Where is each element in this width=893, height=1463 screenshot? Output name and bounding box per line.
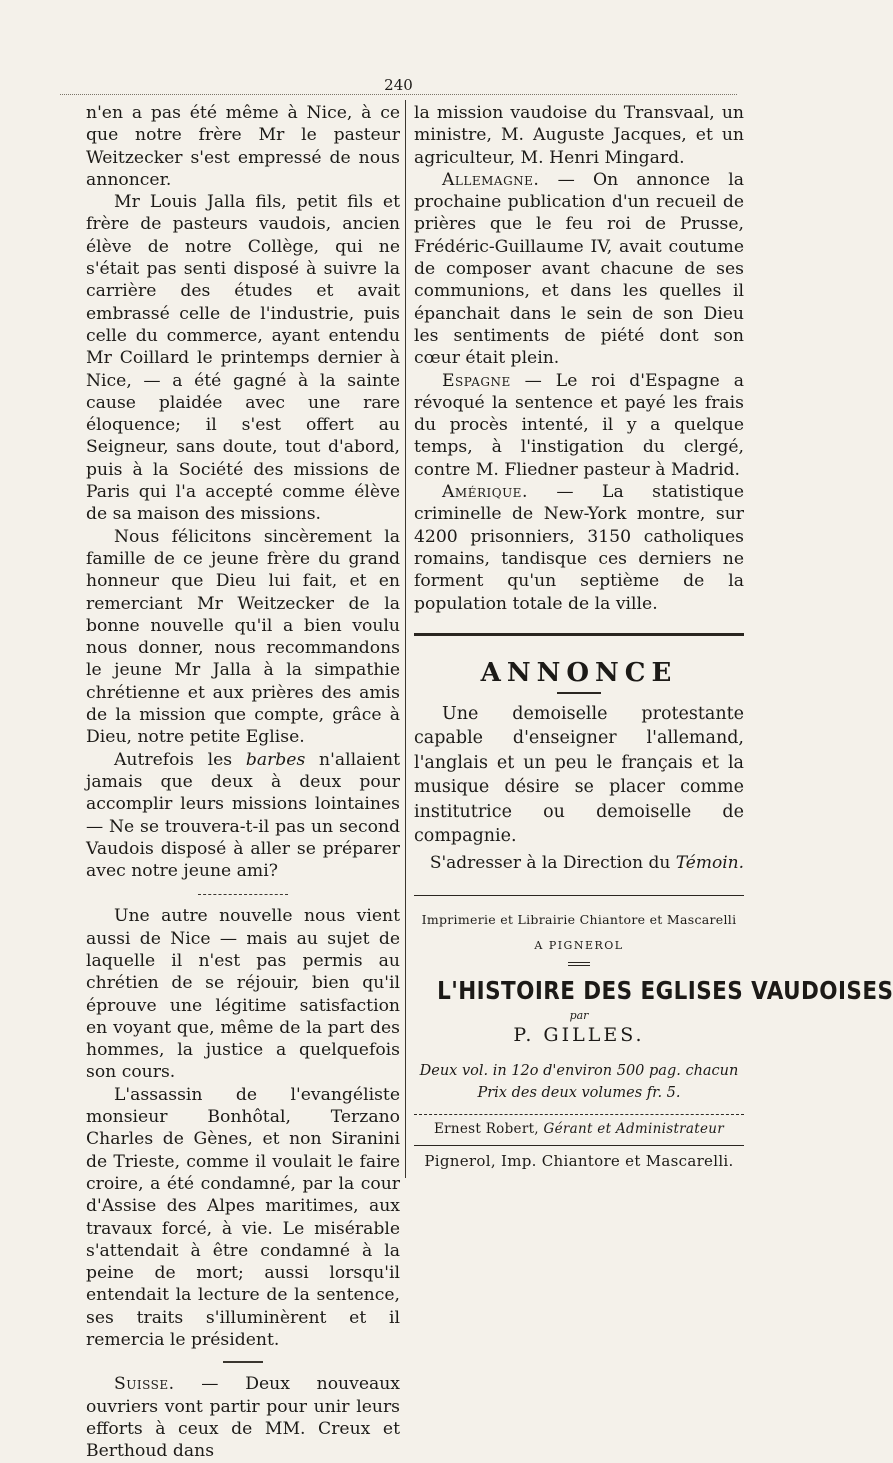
left-column [86,102,400,1463]
left-paragraph-6: L'assassin de l'evangéliste monsieur Bonhôtal, Terzano Charles de Gènes, et non Siranini de Trieste, comme il voulait le faire croire, a été condamné, par la cour d'Assise des Alpes maritimes, aux travaux forcé, à vie. Le misérable s'attendait à être condamné à la peine de mort; aussi lorsqu'il entendait la lecture de la sentence, ses traits s'illuminèrent et il remercia le président. [86,1084,400,1351]
footer-imprint: Pignerol, Imp. Chiantore et Mascarelli. [424,1151,734,1170]
barbes-text-before: Autrefois les [114,749,246,770]
amerique-label: Amérique. [442,482,528,503]
right-paragraph-espagne [414,370,744,481]
footer-manager [414,1121,744,1137]
left-paragraph-1: n'en a pas été même à Nice, à ce que notre frère Mr le pasteur Weitzecker s'est empressé de nous annoncer. [86,103,400,190]
annonce-contact [414,851,744,875]
left-paragraph-suisse [86,1373,400,1462]
annonce-contact-italic: Témoin. [675,852,744,873]
left-paragraph-5: Une autre nouvelle nous vient aussi de Nice — mais au sujet de laquelle il n'est pas permis au chrétien de se réjouir, bien qu'il éprouve une légitime satisfaction en voyant que, même de la part des hommes, la justice a quelquefois son cours. [86,906,400,1083]
advert-par: par [569,1008,589,1022]
right-column [414,102,893,1170]
allemagne-label: Allemagne. [442,169,540,190]
annonce-top-rule [414,633,744,636]
suisse-text: — Deux nouveaux ouvriers vont partir pour unir leurs efforts à ceux de MM. Creux et Berthoud dans [86,1374,400,1462]
left-paragraph-3: Nous félicitons sincèrement la famille de ce jeune frère du grand honneur que Dieu lui fait, et en remerciant Mr Weitzecker de la bonne nouvelle qu'il a bien voulu nous donner, nous recommandons le jeune Mr Jalla à la simpathie chrétienne et aux prières des amis de la mission que compte, grâce à Dieu, notre petite Eglise. [86,526,400,748]
advert-volumes: Deux vol. in 12o d'environ 500 pag. chacun [419,1062,739,1079]
suisse-label: Suisse. [114,1374,175,1395]
advert-price: Prix des deux volumes fr. 5. [477,1084,681,1101]
annonce-dash [557,692,601,694]
left-paragraph-2: Mr Louis Jalla fils, petit fils et frère de pasteurs vaudois, ancien élève de notre Collège, qui ne s'était pas senti disposé à suivre la carrière des études et avait embrassé celle de l'industrie, puis celle du commerce, ayant entendu Mr Coillard le printemps dernier à Nice, — a été gagné à la sainte cause plaidée avec une rare éloquence; il s'est offert au Seigneur, sans doute, tout d'abord, puis à la Société des missions de Paris qui l'a accepté comme élève de sa maison des missions. [86,192,400,525]
column-divider [405,100,406,1178]
advert-top-rule [414,895,744,896]
espagne-label: Espagne [442,370,511,391]
page-header [60,74,737,95]
annonce-body: Une demoiselle protestante capable d'enseigner l'allemand, l'anglais et un peu le français et la musique désire se placer comme institutrice ou demoiselle de compagnie. [414,703,744,847]
footer-rule-2 [414,1145,744,1146]
annonce-title: ANNONCE [480,657,678,688]
left-paragraph-4 [86,749,400,883]
footer-rule [414,1114,744,1115]
right-paragraph-amerique [414,481,744,615]
page-number: 240 [380,76,417,94]
advert-double-dash [568,962,590,966]
section-separator-2 [223,1361,263,1363]
footer-manager-name: Ernest Robert, [433,1120,544,1137]
advert-author: P. GILLES. [513,1023,645,1046]
barbes-word: barbes [245,749,306,770]
right-paragraph-allemagne [414,169,744,370]
barbes-text-after: n'allaient jamais que deux à deux pour accomplir leurs missions lointaines — Ne se trouvera-t-il pas un second Vaudois disposé à aller se préparer avec notre jeune ami? [86,749,400,882]
footer-manager-title: Gérant et Administrateur [543,1120,725,1137]
advert-printer: Imprimerie et Librairie Chiantore et Mascarelli [421,911,737,927]
right-paragraph-1: la mission vaudoise du Transvaal, un ministre, M. Auguste Jacques, et un agriculteur, M. Henri Mingard. [414,103,744,168]
advert-book-title: L'HISTOIRE DES EGLISES VAUDOISES [437,975,893,1005]
allemagne-text: — On annonce la prochaine publication d'un recueil de prières que le feu roi de Prusse, Frédéric-Guillaume IV, avait coutume de composer avant chacune de ses communions, et dans les quelles il épanchait dans le sein de son Dieu les sentiments de piété dont son cœur était plein. [414,169,744,369]
amerique-text: — La statistique criminelle de New-York montre, sur 4200 prisonniers, 3150 catholiques romains, tandisque ces derniers ne forment qu'un septième de la population totale de la ville. [414,482,744,614]
espagne-text: — Le roi d'Espagne a révoqué la sentence et payé les frais du procès intenté, il y a quelque temps, à l'instigation du clergé, contre M. Fliedner pasteur à Madrid. [414,370,744,480]
section-separator [198,894,288,895]
advert-place: A PIGNEROL [534,938,624,952]
annonce-contact-text: S'adresser à la Direction du [429,852,676,873]
